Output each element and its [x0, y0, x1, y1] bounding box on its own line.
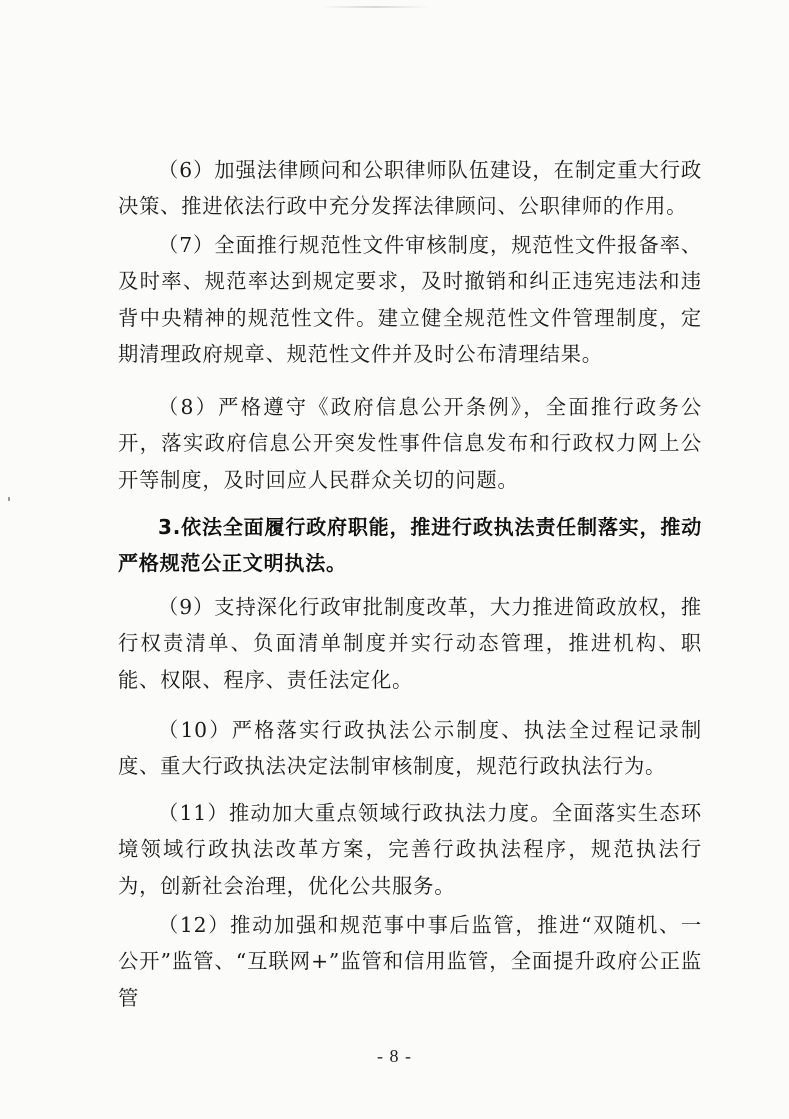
scan-artifact	[320, 6, 430, 8]
paragraph-7: （7）全面推行规范性文件审核制度，规范性文件报备率、及时率、规范率达到规定要求，及时撤销和纠正违宪违法和违背中央精神的规范性文件。建立健全规范性文件管理制度，定期清理政府规章、规范性文件并及时公布清理结果。	[118, 233, 702, 366]
paragraph-12: （12）推动加强和规范事中事后监管，推进“双随机、一公开”监管、“互联网+”监管和信用监管，全面提升政府公正监管	[118, 913, 702, 1010]
page-number: - 8 -	[377, 1046, 412, 1066]
section-heading-3: 3.依法全面履行政府职能，推进行政执法责任制落实，推动严格规范公正文明执法。	[118, 515, 702, 576]
paragraph-8: （8）严格遵守《政府信息公开条例》，全面推行政务公开，落实政府信息公开突发性事件信息发布和行政权力网上公开等制度，及时回应人民群众关切的问题。	[118, 395, 702, 492]
paragraph-9: （9）支持深化行政审批制度改革，大力推进简政放权，推行权责清单、负面清单制度并实行动态管理，推进机构、职能、权限、程序、责任法定化。	[118, 595, 702, 692]
paragraph-6: （6）加强法律顾问和公职律师队伍建设，在制定重大行政决策、推进依法行政中充分发挥法律顾问、公职律师的作用。	[118, 158, 702, 219]
paragraph-10: （10）严格落实行政执法公示制度、执法全过程记录制度、重大行政执法决定法制审核制度，规范行政执法行为。	[118, 718, 702, 779]
scan-mark	[8, 497, 10, 501]
paragraph-11: （11）推动加大重点领域行政执法力度。全面落实生态环境领域行政执法改革方案，完善行政执法程序，规范执法行为，创新社会治理，优化公共服务。	[118, 801, 702, 898]
